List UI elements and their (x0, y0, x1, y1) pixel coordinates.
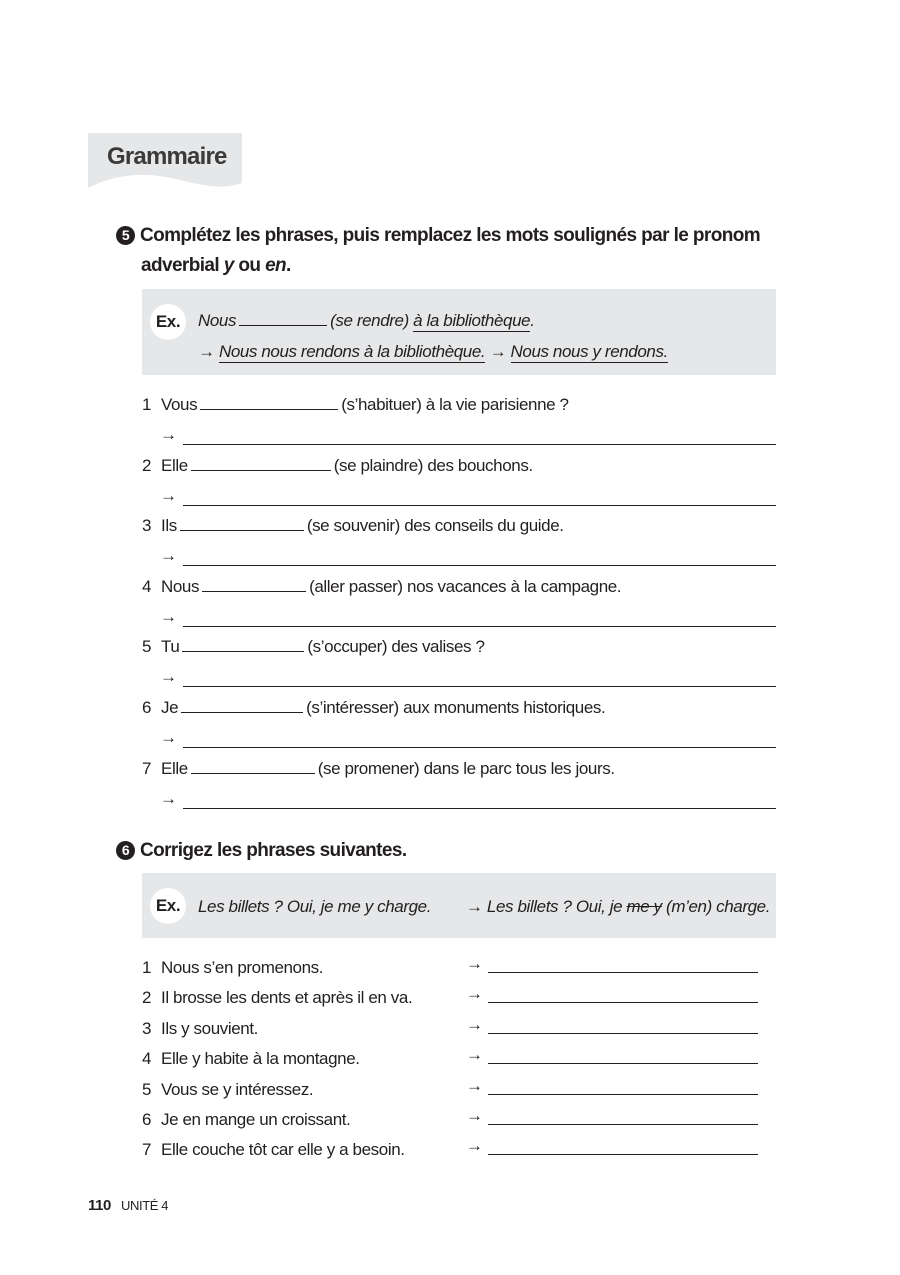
section-tab (88, 133, 242, 191)
exercise-item: 7 Elle (se promener) dans le parc tous les jours. (142, 758, 615, 778)
arrow-icon: → (466, 1136, 483, 1156)
example-correction: → Les billets ? Oui, je me y (m’en) charge. (466, 897, 771, 916)
exercise-item: 3 Ils y souvient. (142, 1018, 258, 1038)
answer-line[interactable] (466, 984, 758, 1004)
example-badge: Ex. (150, 888, 186, 924)
arrow-icon: → (466, 984, 483, 1004)
arrow-icon: → (466, 1075, 483, 1095)
arrow-icon: → (466, 954, 483, 973)
arrow-icon: → (466, 1106, 483, 1125)
fill-blank[interactable] (202, 577, 306, 592)
exercise-item: 6 Je (s’intéresser) aux monuments historiques. (142, 698, 606, 717)
section-title: Grammaire (107, 143, 227, 170)
exercise-item: 4 Nous (aller passer) nos vacances à la campagne. (142, 576, 622, 596)
exercise-6-heading: 6 Corrigez les phrases suivantes. (116, 836, 407, 866)
exercise-5-heading: 5 Complétez les phrases, puis remplacez les mots soulignés par le pronom adverbial y ou en. (116, 221, 760, 281)
page-number: 110 (88, 1197, 111, 1214)
fill-blank[interactable] (191, 456, 331, 471)
exercise-item: 5 Vous se y intéressez. (142, 1079, 314, 1099)
blank (239, 311, 327, 326)
arrow-icon: → (160, 606, 177, 626)
exercise-item: 3 Ils (se souvenir) des conseils du guide. (142, 516, 564, 536)
exercise-number-badge: 5 (116, 226, 135, 245)
example-answer: → Nous nous rendons à la bibliothèque. → Nous nous y rendons. (198, 342, 668, 361)
unit-label: UNITÉ 4 (121, 1198, 169, 1213)
fill-blank[interactable] (180, 516, 304, 531)
answer-line[interactable] (466, 1045, 758, 1065)
arrow-icon: → (160, 546, 177, 566)
arrow-icon: → (466, 1045, 483, 1065)
example-sentence: Nous (se rendre) à la bibliothèque. (198, 311, 535, 330)
exercise-item: 1 Nous s’en promenons. (142, 958, 324, 977)
exercise-number-badge: 6 (116, 841, 135, 860)
answer-line[interactable] (466, 1076, 758, 1096)
answer-line[interactable] (466, 1106, 758, 1126)
example-sentence: Les billets ? Oui, je me y charge. (198, 897, 432, 916)
fill-blank[interactable] (182, 637, 304, 652)
exercise-item: 5 Tu (s’occuper) des valises ? (142, 637, 485, 657)
answer-line[interactable] (160, 789, 776, 809)
fill-blank[interactable] (191, 759, 315, 774)
example-box-6 (142, 873, 776, 938)
answer-line[interactable] (160, 425, 776, 445)
exercise-item: 2 Il brosse les dents et après il en va. (142, 988, 413, 1008)
arrow-icon: → (160, 788, 177, 808)
arrow-icon: → (160, 667, 177, 687)
exercise-item: 2 Elle (se plaindre) des bouchons. (142, 455, 533, 475)
answer-line[interactable] (160, 486, 776, 506)
fill-blank[interactable] (200, 395, 338, 410)
answer-line[interactable] (160, 667, 776, 687)
page-footer (88, 1197, 168, 1214)
answer-line[interactable] (160, 607, 776, 627)
answer-line[interactable] (160, 546, 776, 566)
answer-line[interactable] (466, 954, 758, 974)
exercise-item: 6 Je en mange un croissant. (142, 1110, 351, 1129)
fill-blank[interactable] (181, 698, 303, 713)
exercise-item: 4 Elle y habite à la montagne. (142, 1049, 360, 1069)
example-box-5 (142, 289, 776, 375)
arrow-icon: → (160, 425, 177, 444)
exercise-item: 1 Vous (s’habituer) à la vie parisienne ? (142, 395, 569, 414)
example-badge: Ex. (150, 304, 186, 340)
arrow-icon: → (160, 728, 177, 747)
answer-line[interactable] (466, 1015, 758, 1035)
arrow-icon: → (160, 485, 177, 505)
exercise-item: 7 Elle couche tôt car elle y a besoin. (142, 1140, 405, 1160)
answer-line[interactable] (466, 1136, 758, 1156)
arrow-icon: → (466, 1014, 483, 1034)
answer-line[interactable] (160, 728, 776, 748)
